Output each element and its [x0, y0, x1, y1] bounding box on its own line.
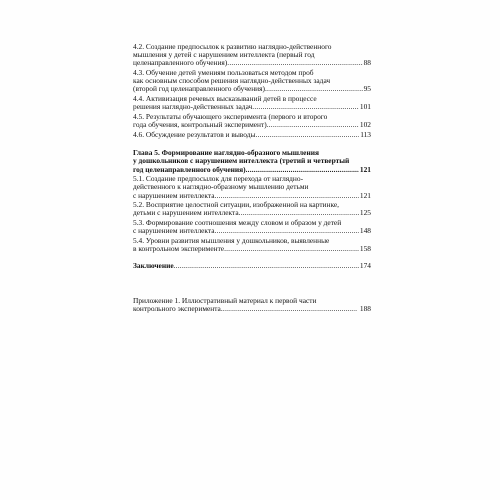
toc-entry-line: 5.2. Восприятие целостной ситуации, изображенной на картинке, [133, 201, 339, 210]
toc-entry-line: (второй год целенаправленного обучения) [133, 84, 265, 94]
toc-entry-line: 5.4. Уровни развития мышления у дошкольников, выявленные [133, 236, 330, 245]
page-number: 101 [359, 102, 371, 112]
toc-appendix-1 [133, 297, 371, 313]
toc-entry-line: у дошкольников с нарушением интеллекта (третий и четвертый [133, 157, 350, 166]
toc-entry-line: Глава 5. Формирование наглядно-образного мышления [133, 149, 319, 158]
page-number: 174 [359, 260, 371, 270]
toc-entry-line: мышления у детей с нарушением интеллекта (первый год [133, 51, 315, 60]
toc-entry-line: решения наглядно-действенных задач [133, 102, 253, 112]
toc-entry-5-3 [133, 219, 371, 235]
dot-leader [246, 166, 359, 174]
toc-chapter-5 [133, 149, 371, 174]
toc-entry-line: 4.4. Активизация речевых высказываний детей в процессе [133, 95, 317, 103]
toc-entry-line: 5.3. Формирование соотношения между словом и образом у детей [133, 218, 342, 227]
toc-entry-4-6 [133, 131, 371, 139]
dot-leader [239, 209, 359, 217]
toc-entry-line: 4.6. Обсуждение результатов и выводы [133, 129, 256, 139]
toc-entry-4-4 [133, 95, 371, 111]
toc-entry-line: в контрольном эксперименте [133, 243, 225, 253]
toc-entry-4-2 [133, 43, 371, 68]
toc-entry-line: Приложение 1. Иллюстративный материал к первой части [133, 297, 317, 306]
toc-entry-4-5 [133, 113, 371, 129]
toc-entry-line: с нарушением интеллекта [133, 226, 215, 236]
page-number: 125 [359, 208, 371, 218]
toc-entry-line: года обучения, контрольный эксперимент) [133, 120, 267, 129]
dot-leader [267, 121, 359, 129]
toc-entry-line: как основным способом решения наглядно-действенных задач [133, 77, 331, 86]
page-number: 121 [359, 164, 371, 174]
dot-leader [215, 227, 359, 235]
toc-entry-line: 5.1. Создание предпосылок для перехода от наглядно- [133, 175, 304, 184]
dot-leader [215, 192, 359, 200]
toc-entry-line: детьми с нарушением интеллекта [133, 208, 239, 218]
page-number: 113 [360, 129, 371, 139]
toc-entry-line: 4.2. Создание предпосылок к развитию наглядно-действенного [133, 43, 332, 51]
toc-entry-line: действенного к наглядно-образному мышлению детьми [133, 183, 309, 192]
page-number: 121 [359, 190, 371, 200]
toc-entry-line: 4.5. Результаты обучающего эксперимента (первого и второго [133, 112, 328, 121]
toc-entry-line: целенаправленного обучения) [133, 58, 228, 68]
toc-conclusion [133, 262, 371, 270]
dot-leader [227, 59, 362, 67]
dot-leader [252, 103, 359, 111]
dot-leader [221, 305, 357, 313]
toc-entry-line: 4.3. Обучение детей умениям пользоваться методом проб [133, 69, 314, 77]
toc-entry-5-4 [133, 237, 371, 253]
toc-entry-5-1 [133, 175, 371, 200]
page-number: 148 [359, 226, 371, 236]
toc-entry-line: контрольного эксперимента [133, 304, 221, 314]
toc-entry-line: с нарушением интеллекта [133, 190, 215, 200]
toc-entry-line: год целенаправленного обучения) [133, 164, 246, 174]
dot-leader [255, 131, 359, 139]
table-of-contents [133, 43, 371, 315]
page-number: 88 [363, 58, 371, 68]
page-number: 102 [359, 120, 371, 129]
page-number: 158 [359, 243, 371, 253]
toc-entry-line: Заключение [133, 260, 174, 270]
dot-leader [174, 262, 359, 270]
toc-entry-5-2 [133, 201, 371, 217]
toc-entry-4-3 [133, 69, 371, 94]
dot-leader [265, 85, 363, 93]
page-number: 95 [363, 84, 371, 94]
dot-leader [224, 245, 359, 253]
page-number: 188 [359, 304, 371, 314]
